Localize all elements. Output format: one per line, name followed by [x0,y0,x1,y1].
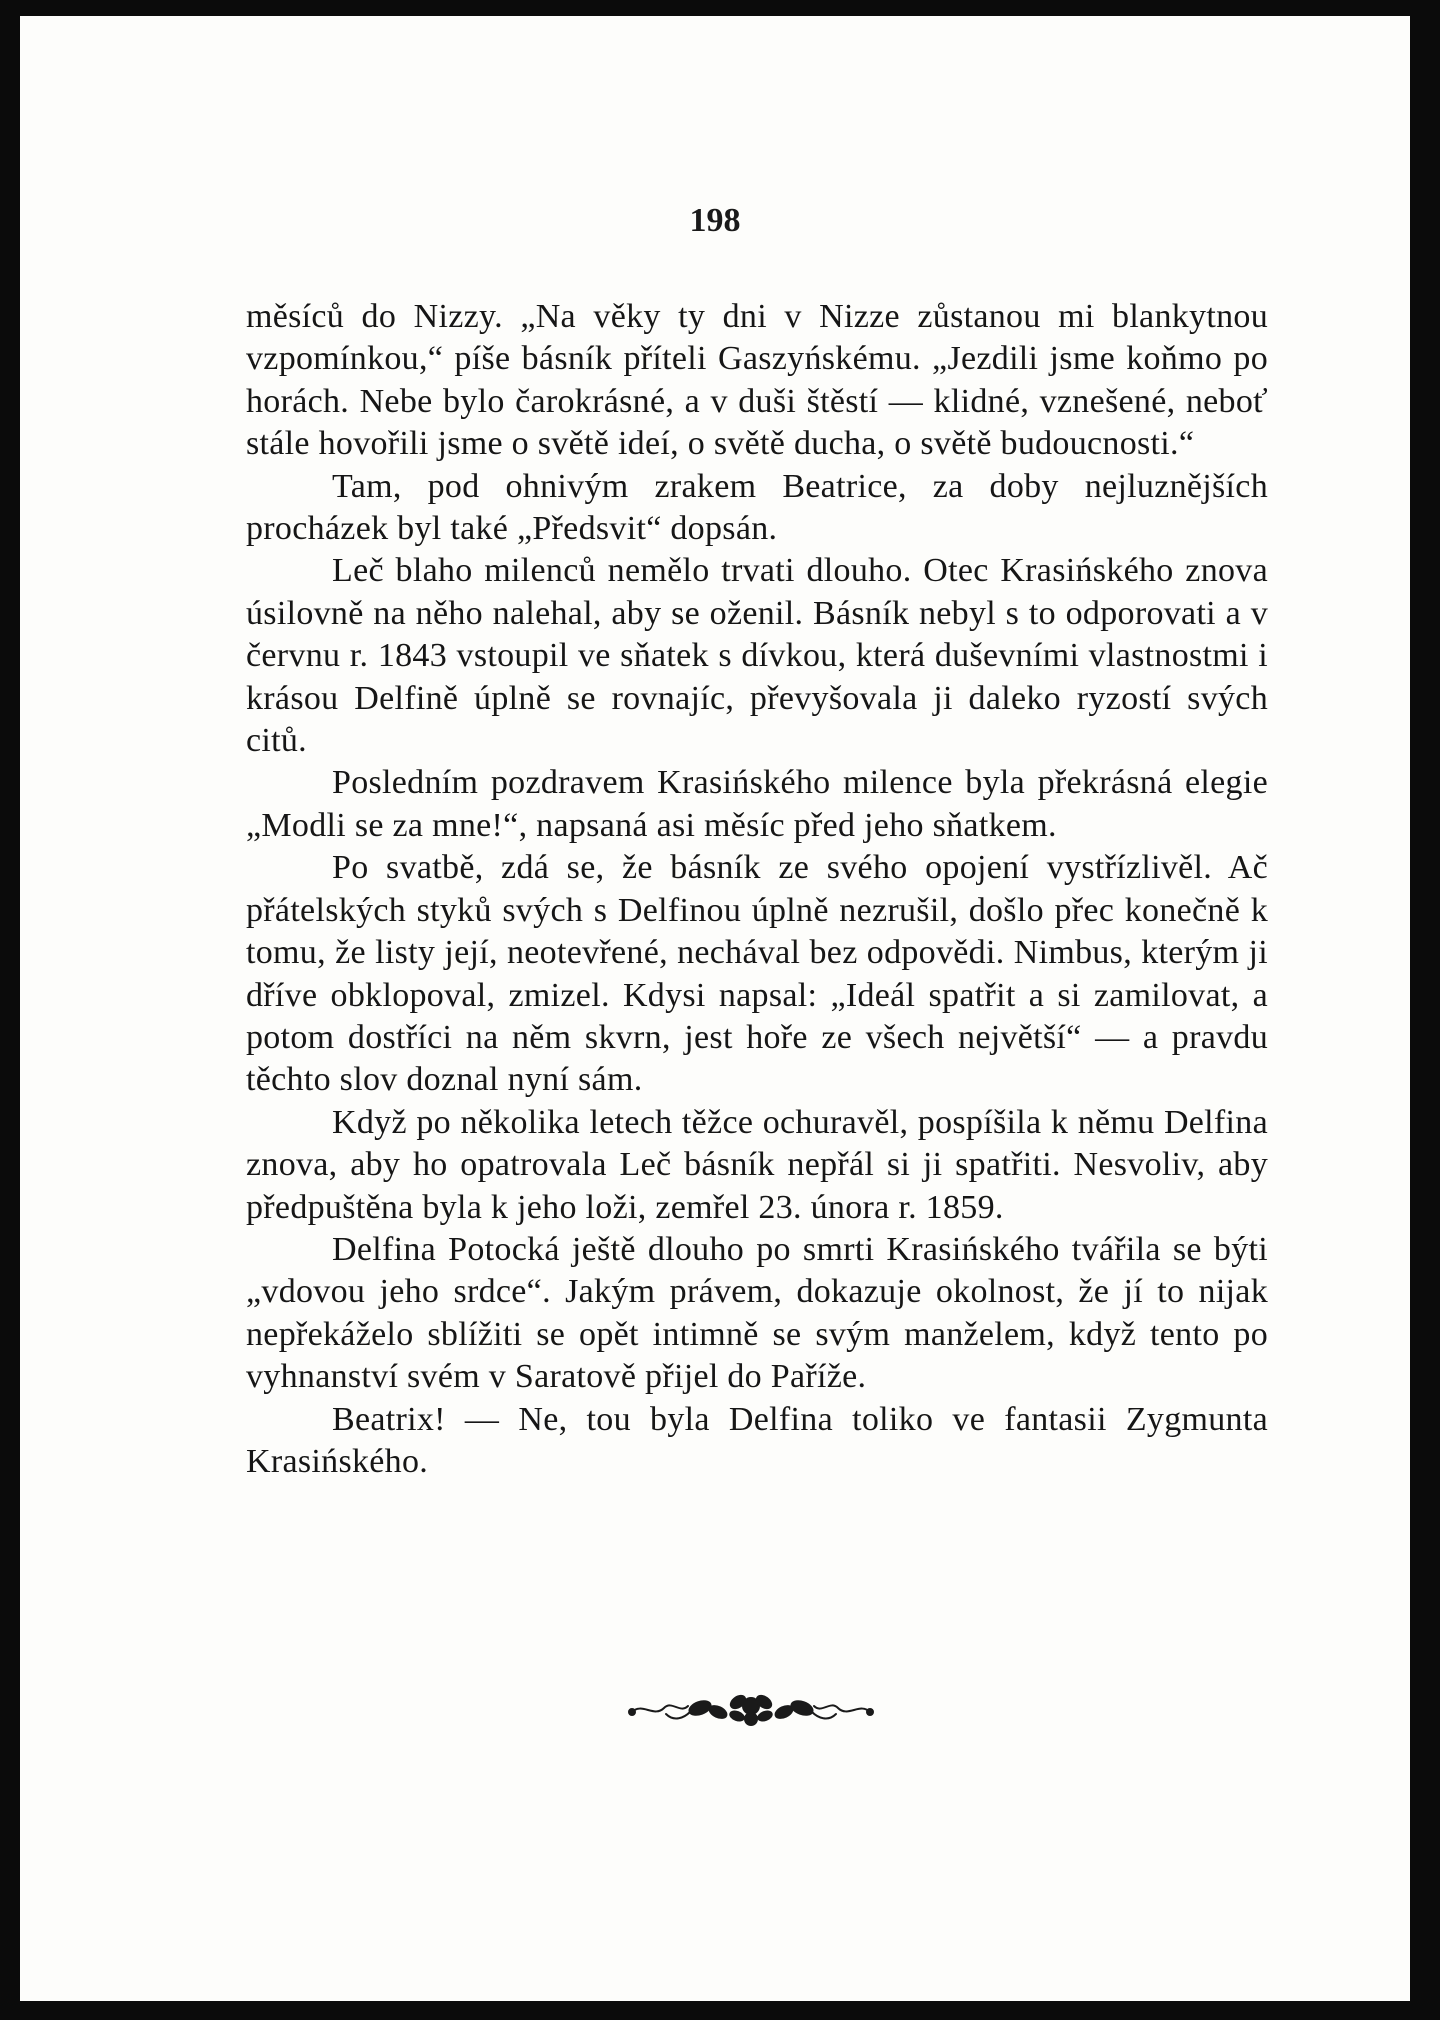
book-page [20,16,1410,2001]
paragraph-4: Posledním pozdravem Krasińského milence byla překrásná elegie „Modli se za mne!“, napsaná asi měsíc před jeho sňatkem. [246,764,1268,844]
paragraph-5: Po svatbě, zdá se, že básník ze svého opojení vystřízlivěl. Ač přátelských styků svých s Delfinou úplně nezrušil, došlo přec konečně k tomu, že listy její, neotevřené, nechával bez odpovědi. Nimbus, kterým ji dříve obklopoval, zmizel. Kdysi napsal: „Ideál spatřit a si zamilovat, a potom dostříci na něm skvrn, jest hoře ze všech největší“ — a pravdu těchto slov doznal nyní sám. [246,849,1268,1099]
paragraph-7: Delfina Potocká ještě dlouho po smrti Krasińského tvářila se býti „vdovou jeho srdce“. Jakým právem, dokazuje okolnost, že jí to nijak nepřekáželo sblížiti se opět intimně se svým manželem, když tento po vyhnanství svém v Saratově přijel do Paříže. [246,1230,1268,1396]
paragraph-8: Beatrix! — Ne, tou byla Delfina toliko ve fantasii Zygmunta Krasińského. [246,1400,1268,1480]
paragraph-1: měsíců do Nizzy. „Na věky ty dni v Nizze zůstanou mi blankytnou vzpomínkou,“ píše básník příteli Gaszyńskému. „Jezdili jsme koňmo po horách. Nebe bylo čarokrásné, a v duši štěstí — klidné, vznešené, neboť stále hovořili jsme o světě ideí, o světě ducha, o světě budoucnosti.“ [246,298,1268,463]
floral-vignette-icon [626,1688,876,1728]
page-number: 198 [689,202,741,239]
paragraph-2: Tam, pod ohnivým zrakem Beatrice, za doby nejluznějších procházek byl také „Předsvit“ dopsán. [246,467,1268,548]
paragraph-6: Když po několika letech těžce ochuravěl, pospíšila k němu Delfina znova, aby ho opatrovala Leč básník nepřál si ji spatřiti. Nesvoliv, aby předpuštěna byla k jeho loži, zemřel 23. února r. 1859. [246,1103,1268,1226]
paragraph-3: Leč blaho milenců nemělo trvati dlouho. Otec Krasińského znova úsilovně na něho nalehal, aby se oženil. Básník nebyl s to odporovati a v červnu r. 1843 vstoupil ve sňatek s dívkou, která duševními vlastnostmi i krásou Delfině úplně se rovnajíc, převyšovala ji daleko ryzostí svých citů. [246,552,1268,760]
body-text [246,296,1268,1483]
